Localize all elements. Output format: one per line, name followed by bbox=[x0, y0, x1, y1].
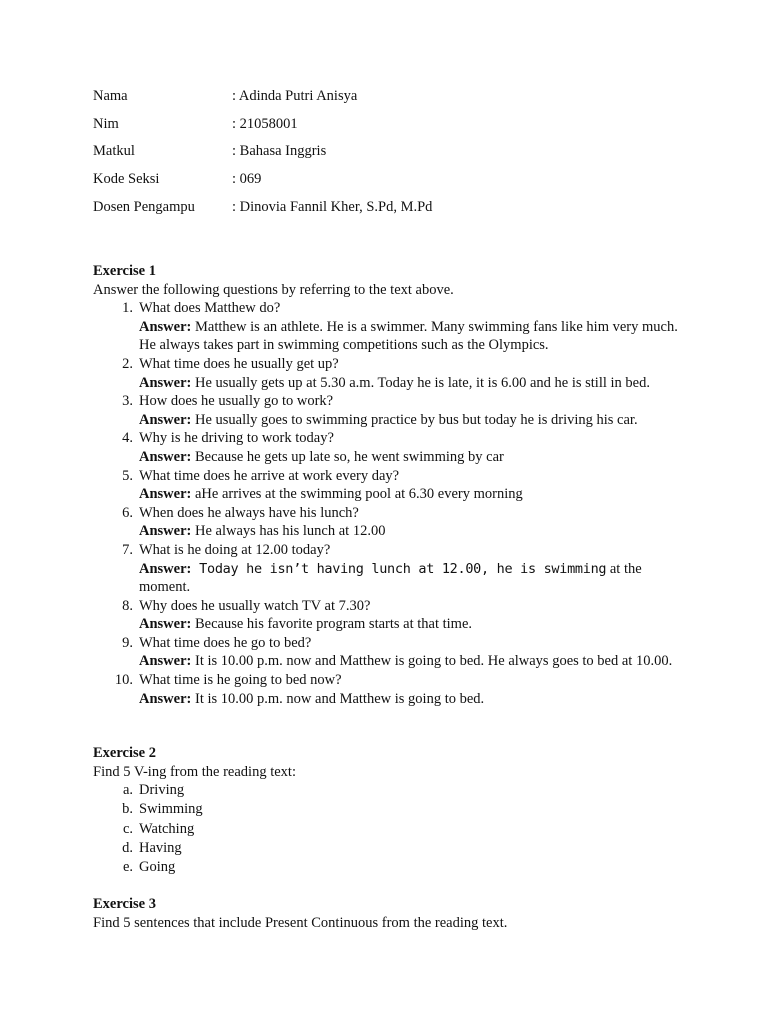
question-number: 2. bbox=[122, 355, 133, 372]
question-number: 3. bbox=[122, 393, 133, 410]
question-item bbox=[93, 355, 693, 392]
list-item-text: Going bbox=[139, 858, 176, 875]
question-text: What time does he go to bed? bbox=[139, 634, 312, 651]
question-item bbox=[93, 541, 693, 597]
answer-text: He usually goes to swimming practice by bus but today he is driving his car. bbox=[191, 411, 638, 428]
answer-text: Because he gets up late so, he went swimming by car bbox=[191, 448, 504, 465]
answer-text-mono: Today he isn’t having lunch at 12.00, he is swimming bbox=[191, 560, 607, 577]
question-text: What is he doing at 12.00 today? bbox=[139, 541, 331, 558]
info-value: : 21058001 bbox=[232, 115, 298, 132]
answer-label: Answer: bbox=[139, 560, 192, 577]
info-label: Dosen Pengampu bbox=[93, 198, 195, 215]
question-item bbox=[93, 597, 693, 634]
answer bbox=[139, 615, 693, 634]
exercise-title: Exercise 3 bbox=[93, 896, 156, 912]
question-number: 8. bbox=[122, 597, 133, 614]
question-number: 10. bbox=[114, 672, 133, 689]
list-letter: d. bbox=[122, 839, 133, 856]
list-item-text: Having bbox=[139, 839, 182, 856]
answer-text: at the moment. bbox=[139, 560, 642, 596]
answer-label: Answer: bbox=[139, 411, 192, 428]
exercise-instruction: Find 5 V-ing from the reading text: bbox=[93, 763, 296, 780]
info-label: Nim bbox=[93, 115, 119, 132]
info-value: : Bahasa Inggris bbox=[232, 143, 327, 160]
info-row-matkul bbox=[93, 141, 653, 169]
question-text: How does he usually go to work? bbox=[139, 393, 334, 410]
info-value: : 069 bbox=[232, 171, 262, 188]
list-item bbox=[93, 800, 693, 819]
exercise-3 bbox=[93, 895, 693, 932]
info-label: Matkul bbox=[93, 143, 135, 160]
answer-text: He always has his lunch at 12.00 bbox=[191, 523, 386, 540]
list-item bbox=[93, 858, 693, 877]
question-text: What does Matthew do? bbox=[139, 300, 281, 317]
answer bbox=[139, 522, 693, 541]
ving-list bbox=[93, 781, 693, 877]
question-text: Why is he driving to work today? bbox=[139, 430, 334, 447]
question-item bbox=[93, 429, 693, 466]
question-number: 9. bbox=[122, 634, 133, 651]
answer bbox=[139, 560, 693, 597]
list-item-text: Watching bbox=[139, 820, 195, 837]
question-item bbox=[93, 671, 693, 708]
answer-text: aHe arrives at the swimming pool at 6.30 every morning bbox=[191, 486, 523, 503]
answer bbox=[139, 411, 693, 430]
answer-label: Answer: bbox=[139, 448, 192, 465]
question-text: Why does he usually watch TV at 7.30? bbox=[139, 597, 371, 614]
answer-text: Because his favorite program starts at that time. bbox=[191, 616, 473, 633]
answer bbox=[139, 690, 693, 709]
list-item bbox=[93, 839, 693, 858]
question-item bbox=[93, 467, 693, 504]
list-item-text: Driving bbox=[139, 782, 185, 799]
answer bbox=[139, 448, 693, 467]
answer-text: Matthew is an athlete. He is a swimmer. Many swimming fans like him very much. He always takes part in swimming competitions such as the Olympics. bbox=[139, 318, 678, 354]
question-list bbox=[93, 299, 693, 708]
answer bbox=[139, 318, 693, 355]
question-number: 1. bbox=[122, 300, 133, 317]
answer-text: It is 10.00 p.m. now and Matthew is going to bed. He always goes to bed at 10.00. bbox=[191, 653, 673, 670]
answer bbox=[139, 652, 693, 671]
info-row-nim bbox=[93, 114, 653, 142]
answer-text: It is 10.00 p.m. now and Matthew is going to bed. bbox=[191, 690, 485, 707]
info-value: : Adinda Putri Anisya bbox=[232, 88, 358, 104]
exercise-title: Exercise 2 bbox=[93, 745, 156, 761]
list-item bbox=[93, 820, 693, 839]
info-label: Nama bbox=[93, 88, 128, 104]
answer-label: Answer: bbox=[139, 690, 192, 707]
exercise-instruction: Answer the following questions by referring to the text above. bbox=[93, 281, 454, 298]
question-item bbox=[93, 299, 693, 355]
question-text: What time is he going to bed now? bbox=[139, 672, 342, 689]
info-row-dosen bbox=[93, 197, 653, 225]
list-letter: c. bbox=[122, 820, 133, 837]
question-item bbox=[93, 634, 693, 671]
list-item bbox=[93, 781, 693, 800]
list-letter: b. bbox=[122, 801, 133, 818]
answer-label: Answer: bbox=[139, 523, 192, 540]
question-item bbox=[93, 392, 693, 429]
list-item-text: Swimming bbox=[139, 801, 203, 818]
answer-label: Answer: bbox=[139, 653, 192, 670]
exercise-1 bbox=[93, 262, 693, 708]
question-number: 5. bbox=[122, 467, 133, 484]
question-text: What time does he arrive at work every day? bbox=[139, 467, 400, 484]
question-number: 4. bbox=[122, 430, 133, 447]
exercise-title: Exercise 1 bbox=[93, 263, 156, 279]
question-item bbox=[93, 504, 693, 541]
info-row-kode-seksi bbox=[93, 169, 653, 197]
student-info bbox=[93, 86, 653, 224]
answer bbox=[139, 485, 693, 504]
answer-label: Answer: bbox=[139, 374, 192, 391]
info-row-nama bbox=[93, 86, 653, 114]
answer-label: Answer: bbox=[139, 486, 192, 503]
answer-label: Answer: bbox=[139, 616, 192, 633]
answer-label: Answer: bbox=[139, 318, 192, 335]
list-letter: e. bbox=[122, 858, 133, 875]
question-number: 7. bbox=[122, 541, 133, 558]
list-letter: a. bbox=[122, 782, 133, 799]
question-text: What time does he usually get up? bbox=[139, 355, 339, 372]
answer-text: He usually gets up at 5.30 a.m. Today he is late, it is 6.00 and he is still in bed. bbox=[191, 374, 650, 391]
question-text: When does he always have his lunch? bbox=[139, 504, 359, 521]
answer bbox=[139, 374, 693, 393]
info-label: Kode Seksi bbox=[93, 171, 160, 188]
question-number: 6. bbox=[122, 504, 133, 521]
info-value: : Dinovia Fannil Kher, S.Pd, M.Pd bbox=[232, 198, 433, 215]
exercise-instruction: Find 5 sentences that include Present Continuous from the reading text. bbox=[93, 914, 508, 931]
exercise-2 bbox=[93, 744, 693, 877]
